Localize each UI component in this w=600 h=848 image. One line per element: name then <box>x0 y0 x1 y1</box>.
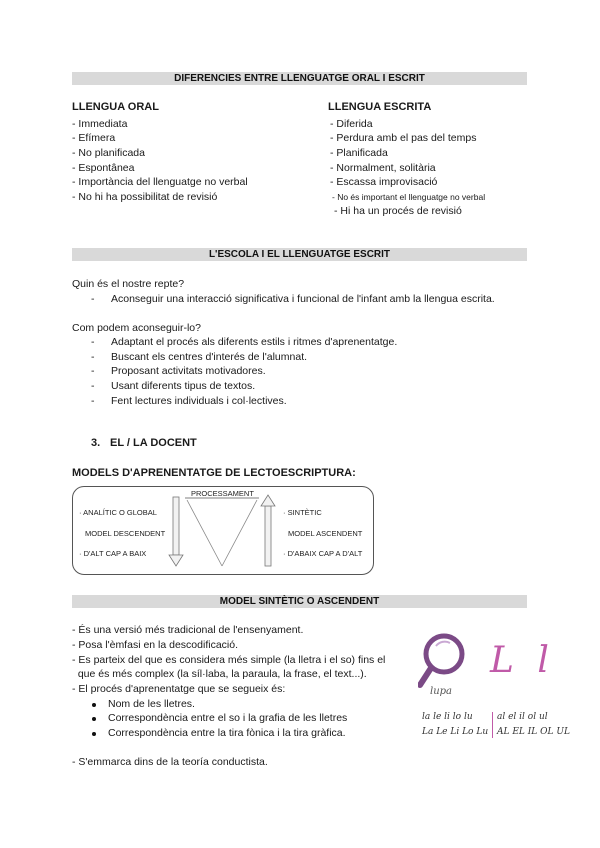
how-text: Buscant els centres d'interés de l'alumnat. <box>111 351 308 363</box>
top-down-label: · D'ALT CAP A BAIX <box>79 549 147 558</box>
processing-label: PROCESSAMENT <box>191 489 254 498</box>
dash: - <box>91 351 95 363</box>
written-item: - Escassa improvisació <box>330 176 438 188</box>
bullet-text: Correspondència entre el so i la grafia de les lletres <box>108 712 348 724</box>
dash: - <box>91 365 95 377</box>
written-item: - Hi ha un procés de revisió <box>334 205 462 217</box>
syllables-row1: la le li lo lu <box>422 712 473 722</box>
oral-item: - Espontânea <box>72 162 135 174</box>
bullet-dot <box>92 717 96 721</box>
syllables-row2: La Le Li Lo Lu <box>422 727 489 737</box>
bullet-dot <box>92 703 96 707</box>
written-item: - Normalment, solitària <box>330 162 436 174</box>
bullet-dot <box>92 732 96 736</box>
oral-item: - No hi ha possibilitat de revisió <box>72 191 218 203</box>
lupa-word: lupa <box>430 686 453 697</box>
oral-item: - No planificada <box>72 147 145 159</box>
section-title-synthetic: MODEL SINTÈTIC O ASCENDENT <box>72 595 527 608</box>
question-how: Com podem aconseguir-lo? <box>72 322 201 334</box>
synthetic-item: - És una versió més tradicional de l'ensenyament. <box>72 624 304 636</box>
dash: - <box>91 336 95 348</box>
written-item: - No és important el llenguatge no verbal <box>332 192 486 202</box>
descending-label: MODEL DESCENDENT <box>85 529 166 538</box>
syllable-divider <box>492 712 493 738</box>
dash: - <box>91 293 95 305</box>
oral-heading: LLENGUA ORAL <box>72 101 159 113</box>
dash: - <box>91 395 95 407</box>
synthetic-item: - El procés d'aprenentatge que se segueix és: <box>72 683 286 695</box>
how-text: Fent lectures individuals i col·lectives. <box>111 395 287 407</box>
section-title-docent: EL / LA DOCENT <box>110 437 197 449</box>
synthetic-item: que és més complex (la síl·laba, la paraula, la frase, el text...). <box>72 668 367 680</box>
synthetic-item: - Es parteix del que es considera més simple (la lletra i el so) fins el <box>72 654 386 666</box>
models-diagram <box>72 486 374 575</box>
how-text: Usant diferents tipus de textos. <box>111 380 256 392</box>
written-item: - Planificada <box>330 147 388 159</box>
section-title-differences: DIFERENCIES ENTRE LLENGUATGE ORAL I ESCRIT <box>72 72 527 85</box>
written-item: - Perdura amb el pas del temps <box>330 132 477 144</box>
written-heading: LLENGUA ESCRITA <box>328 101 432 113</box>
challenge-text: Aconseguir una interacció significativa i funcional de l'infant amb la llengua escrita. <box>111 293 495 305</box>
synthetic-label: · SINTÈTIC <box>283 508 322 517</box>
section-number: 3. <box>91 437 101 449</box>
bullet-text: Correspondència entre la tira fònica i la tira gràfica. <box>108 727 346 739</box>
oral-item: - Importància del llenguatge no verbal <box>72 176 248 188</box>
dash: - <box>91 380 95 392</box>
bottom-up-label: · D'ABAIX CAP A D'ALT <box>283 549 363 558</box>
oral-item: - Efímera <box>72 132 116 144</box>
oral-item: - Immediata <box>72 118 128 130</box>
bullet-text: Nom de les lletres. <box>108 698 195 710</box>
syllables-row1b: al el il ol ul <box>497 712 548 722</box>
models-heading: MODELS D'APRENENTATGE DE LECTOESCRIPTURA: <box>72 467 356 479</box>
theory-line: - S'emmarca dins de la teoría conductista. <box>72 756 268 768</box>
letter-l-display: L l <box>490 640 555 681</box>
question-challenge: Quin és el nostre repte? <box>72 278 185 290</box>
syllables-row2b: AL EL IL OL UL <box>497 727 570 737</box>
section-title-school: L'ESCOLA I EL LLENGUATGE ESCRIT <box>72 248 527 261</box>
how-text: Proposant activitats motivadores. <box>111 365 266 377</box>
analytic-label: · ANALÍTIC O GLOBAL <box>79 508 157 517</box>
written-item: - Diferida <box>330 118 373 130</box>
ascending-label: MODEL ASCENDENT <box>288 529 363 538</box>
synthetic-item: - Posa l'èmfasi en la descodificació. <box>72 639 239 651</box>
how-text: Adaptant el procés als diferents estils i ritmes d'aprenentatge. <box>111 336 398 348</box>
